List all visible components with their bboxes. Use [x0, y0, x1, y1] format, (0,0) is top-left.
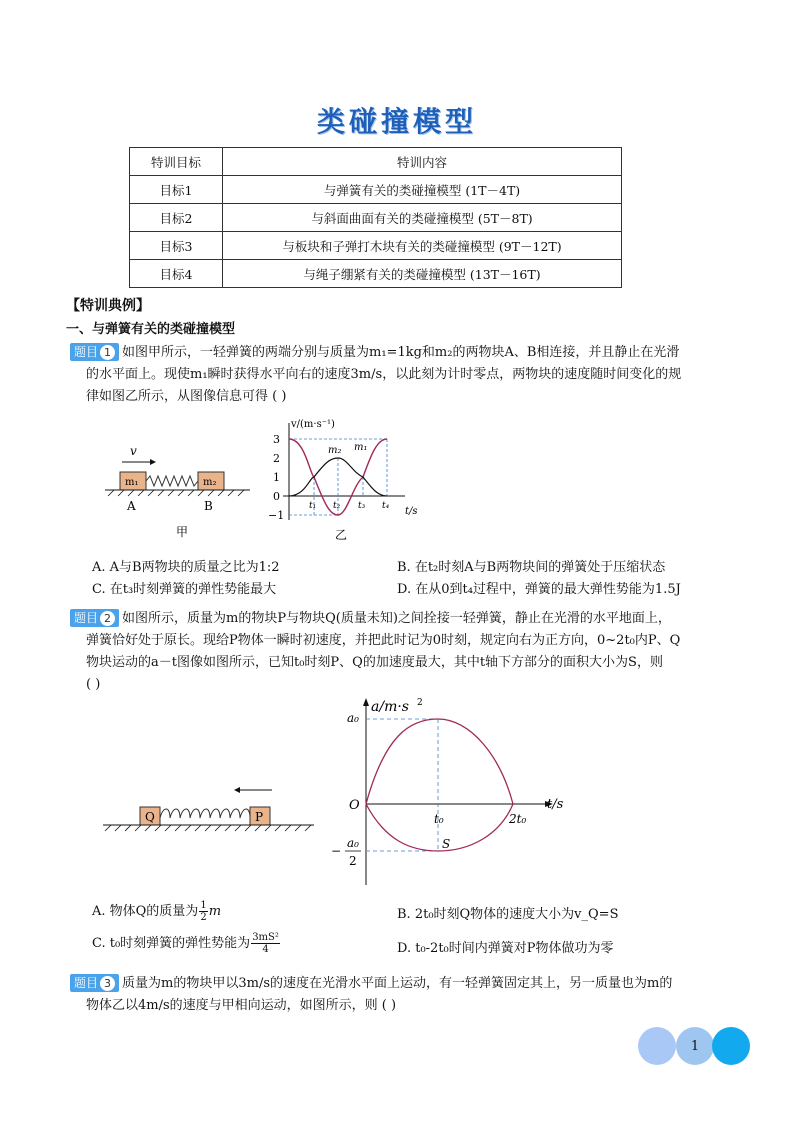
y-tick: 0: [273, 490, 280, 503]
q2-line1: 如图所示，质量为m的物块P与物块Q(质量未知)之间拴接一轻弹簧，静止在光滑的水平地面上，: [122, 611, 671, 626]
q2-figure-a: [100, 780, 320, 840]
question-badge: [70, 343, 119, 361]
badge-label: 题目: [74, 611, 99, 625]
y-axis-exp: 2: [417, 698, 423, 708]
x-tick: t₄: [382, 501, 390, 511]
page-deco-left: [638, 1027, 676, 1065]
ground-hatch: [105, 825, 311, 831]
table-cell: 与板块和子弹打木块有关的类碰撞模型 (9T－12T): [223, 232, 622, 260]
table-cell: 目标2: [130, 204, 223, 232]
guide-lines: [366, 719, 438, 851]
q2-line4: ( ): [86, 677, 101, 692]
label-b: B: [204, 499, 213, 513]
q2-option-a-post: m: [208, 904, 222, 919]
t0-label: t₀: [434, 812, 444, 826]
x-tick: t₂: [333, 501, 341, 511]
label-a: A: [127, 499, 136, 513]
x-tick: t₁: [309, 501, 317, 511]
arrow-head: [234, 787, 240, 793]
subsection-heading: 一、与弹簧有关的类碰撞模型: [66, 322, 236, 337]
table-row: [130, 232, 622, 260]
q2-text: [70, 608, 750, 696]
fraction-num: 1: [200, 900, 207, 911]
table-header-cell: 特训内容: [223, 148, 622, 176]
spring: [146, 476, 198, 486]
figure-caption-b: 乙: [335, 528, 348, 542]
table-cell: 与弹簧有关的类碰撞模型 (1T－4T): [223, 176, 622, 204]
fraction-num: 3mS²: [252, 932, 279, 943]
q1-option-c: C. 在t₃时刻弹簧的弹性势能最大: [92, 582, 277, 597]
targets-table: [129, 147, 622, 288]
a0-label: a₀: [347, 711, 359, 725]
y-arrow: [363, 698, 369, 706]
question-number: 3: [100, 976, 115, 991]
q1-text: [70, 342, 750, 408]
area-label: S: [442, 837, 451, 851]
q2-option-c: [92, 932, 281, 955]
y-axis-label: a/m·s: [371, 699, 409, 715]
table-cell: 与绳子绷紧有关的类碰撞模型 (13T－16T): [223, 260, 622, 288]
fraction: [199, 900, 207, 923]
q1-line2: 的水平面上。现使m₁瞬时获得水平向右的速度3m/s，以此刻为计时零点，两物块的速度随时间变化的规: [86, 367, 682, 382]
y-tick: 2: [273, 452, 280, 465]
neg-frac-den: 2: [349, 854, 357, 868]
page-deco-right: [712, 1027, 750, 1065]
fraction: [251, 932, 280, 955]
q3-line2: 物体乙以4m/s的速度与甲相向运动，如图所示，则 ( ): [86, 998, 397, 1013]
fraction-den: 4: [262, 944, 269, 955]
question-number: 1: [100, 345, 115, 360]
table-row: [130, 204, 622, 232]
table-header-row: [130, 148, 622, 176]
q3-line1: 质量为m的物块甲以3m/s的速度在光滑水平面上运动，有一轻弹簧固定其上，另一质量也为m的: [122, 976, 673, 991]
q1-option-b: B. 在t₂时刻A与B两物块间的弹簧处于压缩状态: [397, 560, 666, 575]
x-tick: t₃: [358, 501, 366, 511]
q2-option-c-pre: C. t₀时刻弹簧的弹性势能为: [92, 936, 251, 951]
y-tick: 1: [273, 471, 280, 484]
series-label-m1: m₁: [354, 442, 368, 453]
table-cell: 目标3: [130, 232, 223, 260]
y-tick: 3: [273, 433, 280, 446]
table-cell: 与斜面曲面有关的类碰撞模型 (5T－8T): [223, 204, 622, 232]
q1-option-a: A. A与B两物块的质量之比为1:2: [92, 560, 280, 575]
m2-label: m₂: [203, 477, 217, 488]
page-number-text: 1: [690, 1038, 700, 1054]
table-cell: 目标1: [130, 176, 223, 204]
table-cell: 目标4: [130, 260, 223, 288]
question-number: 2: [100, 611, 115, 626]
neg-frac-num: a₀: [347, 836, 359, 850]
q1-line1: 如图甲所示，一轻弹簧的两端分别与质量为m₁=1kg和m₂的两物块A、B相连接，并且静止在光滑: [122, 345, 680, 360]
q1-line3: 律如图乙所示，从图像信息可得 ( ): [86, 389, 287, 404]
question-badge: [70, 974, 119, 992]
series-label-m2: m₂: [328, 445, 342, 456]
x-axis-label: t/s: [405, 506, 418, 517]
2t0-label: 2t₀: [509, 812, 527, 826]
q2-option-b: B. 2t₀时刻Q物体的速度大小为v_Q=S: [397, 907, 619, 922]
table-row: [130, 260, 622, 288]
q1-option-d: D. 在从0到t₄过程中，弹簧的最大弹性势能为1.5J: [397, 582, 681, 597]
neg-sign: −: [331, 844, 342, 858]
badge-label: 题目: [74, 345, 99, 359]
q2-line2: 弹簧恰好处于原长。现给P物体一瞬时初速度，并把此时记为0时刻，规定向右为正方向，0~2t₀内P、Q: [86, 633, 681, 648]
block-p-label: P: [255, 810, 264, 824]
q3-text: [70, 973, 750, 1017]
q2-option-a: [92, 900, 221, 923]
q2-option-d: D. t₀-2t₀时间内弹簧对P物体做功为零: [397, 941, 614, 956]
question-badge: [70, 609, 119, 627]
block-q-label: Q: [145, 810, 155, 824]
table-row: [130, 176, 622, 204]
q2-option-a-pre: A. 物体Q的质量为: [92, 904, 199, 919]
q2-line3: 物块运动的a－t图像如图所示，已知t₀时刻P、Q的加速度最大，其中t轴下方部分的面积大小为S，则: [86, 655, 663, 670]
page-number: [676, 1027, 714, 1065]
y-tick: −1: [268, 509, 285, 522]
m1-label: m₁: [125, 477, 139, 488]
spring-coil: [160, 809, 260, 818]
fraction-den: 2: [200, 912, 207, 923]
y-axis-label: v/(m·s⁻¹): [291, 419, 335, 430]
page-title: 类碰撞模型: [316, 105, 477, 138]
badge-label: 题目: [74, 976, 99, 990]
section-heading: 【特训典例】: [66, 298, 150, 314]
velocity-label: v: [130, 444, 137, 458]
arrow-head: [150, 459, 156, 465]
figure-caption-a: 甲: [176, 525, 189, 539]
table-header-cell: 特训目标: [130, 148, 223, 176]
q1-figure-b: [265, 415, 435, 545]
q1-figure-a: [100, 430, 260, 545]
q2-figure-b: [325, 695, 595, 890]
ground-hatch: [108, 490, 244, 496]
origin-label: O: [349, 798, 360, 813]
curve-p: [366, 719, 513, 804]
x-axis-label: t/s: [547, 797, 564, 812]
